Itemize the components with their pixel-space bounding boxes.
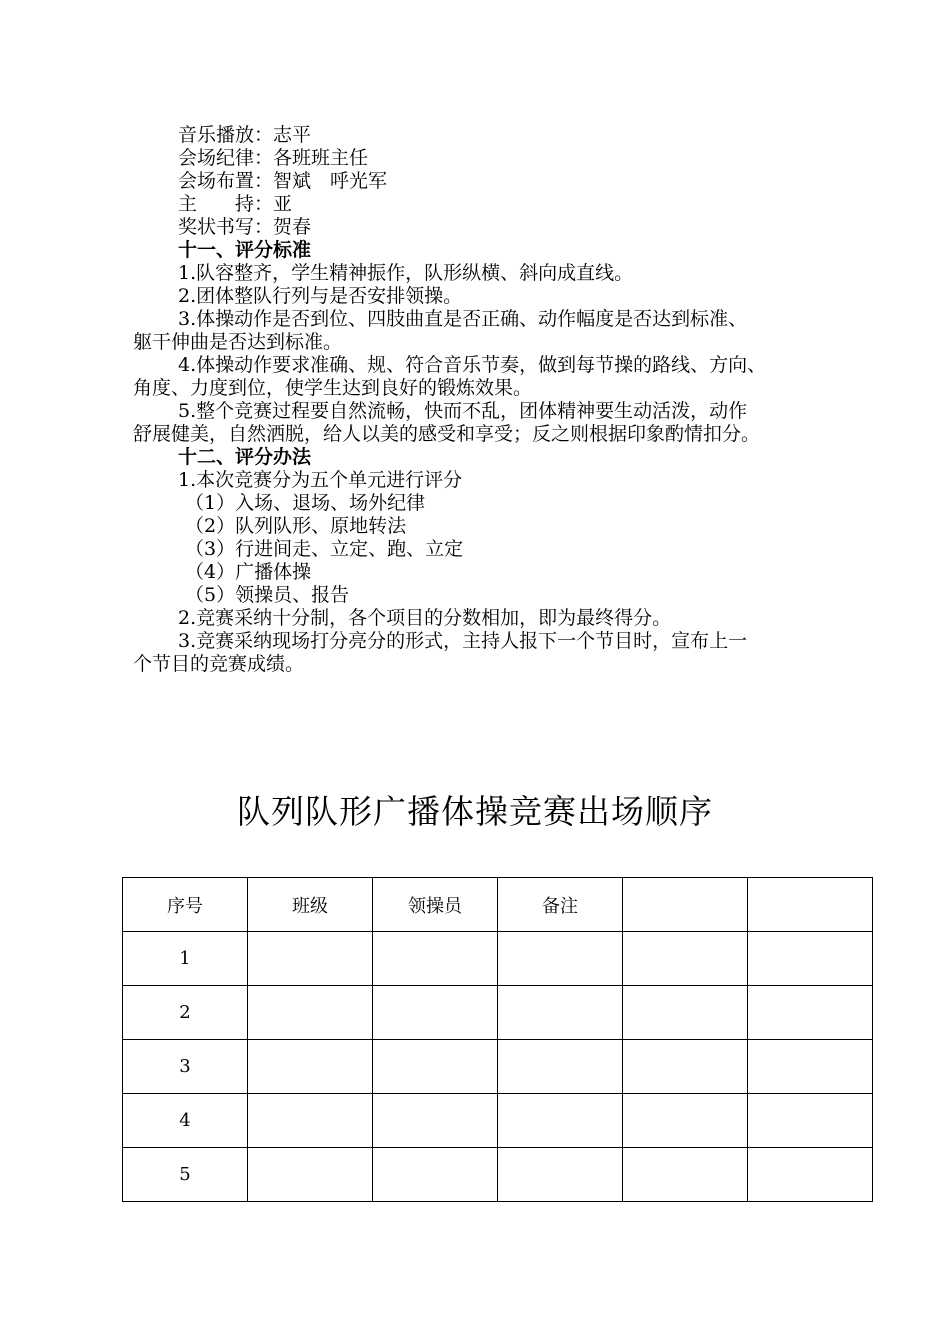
empty-cell — [623, 1040, 748, 1094]
unit-3: （3）行进间走、立定、跑、立定 — [185, 538, 464, 560]
criteria-5-line1: 5.整个竞赛过程要自然流畅，快而不乱，团体精神要生动活泼，动作 — [178, 400, 748, 422]
row-number-cell: 5 — [123, 1148, 248, 1202]
criteria-5-line2: 舒展健美，自然洒脱，给人以美的感受和享受；反之则根据印象酌情扣分。 — [133, 423, 761, 445]
staff-music: 音乐播放：志平 — [178, 124, 312, 146]
table-header-row — [123, 878, 873, 932]
criteria-1: 1.队容整齐，学生精神振作，队形纵横、斜向成直线。 — [178, 262, 634, 284]
order-table — [122, 877, 873, 1202]
section-11-heading: 十一、评分标准 — [178, 239, 312, 261]
empty-cell — [623, 986, 748, 1040]
empty-cell — [623, 932, 748, 986]
empty-cell — [498, 1040, 623, 1094]
method-rule-3-line1: 3.竞赛采纳现场打分亮分的形式，主持人报下一个节目时，宣布上一 — [178, 630, 748, 652]
table-row — [123, 986, 873, 1040]
body-text — [133, 124, 893, 676]
empty-cell — [498, 1094, 623, 1148]
empty-cell — [623, 1094, 748, 1148]
table-row — [123, 1148, 873, 1202]
row-number-cell: 1 — [123, 932, 248, 986]
empty-cell — [248, 1040, 373, 1094]
empty-cell — [373, 1148, 498, 1202]
method-intro: 1.本次竞赛分为五个单元进行评分 — [178, 469, 463, 491]
staff-host: 主 持：亚 — [178, 193, 293, 215]
staff-discipline: 会场纪律：各班班主任 — [178, 147, 369, 169]
section-12-heading: 十二、评分办法 — [178, 446, 312, 468]
unit-1: （1）入场、退场、场外纪律 — [185, 492, 426, 514]
header-cell-remarks: 备注 — [498, 878, 623, 932]
empty-cell — [748, 932, 873, 986]
empty-cell — [373, 986, 498, 1040]
empty-cell — [248, 986, 373, 1040]
method-rule-2: 2.竞赛采纳十分制，各个项目的分数相加，即为最终得分。 — [178, 607, 672, 629]
table-row — [123, 1094, 873, 1148]
table-row — [123, 932, 873, 986]
criteria-2: 2.团体整队行列与是否安排领操。 — [178, 285, 463, 307]
table-row — [123, 1040, 873, 1094]
empty-cell — [498, 932, 623, 986]
header-cell-blank-1 — [623, 878, 748, 932]
row-number-cell: 2 — [123, 986, 248, 1040]
criteria-3-line1: 3.体操动作是否到位、四肢曲直是否正确、动作幅度是否达到标准、 — [178, 308, 748, 330]
unit-4: （4）广播体操 — [185, 561, 312, 583]
row-number-cell: 4 — [123, 1094, 248, 1148]
empty-cell — [498, 1148, 623, 1202]
criteria-3-line2: 躯干伸曲是否达到标准。 — [133, 331, 343, 353]
empty-cell — [748, 1040, 873, 1094]
criteria-4-line2: 角度、力度到位，使学生达到良好的锻炼效果。 — [133, 377, 533, 399]
row-number-cell: 3 — [123, 1040, 248, 1094]
unit-5: （5）领操员、报告 — [185, 584, 350, 606]
empty-cell — [248, 1094, 373, 1148]
empty-cell — [748, 986, 873, 1040]
staff-venue: 会场布置：智斌 呼光军 — [178, 170, 388, 192]
header-cell-number: 序号 — [123, 878, 248, 932]
empty-cell — [373, 1040, 498, 1094]
header-cell-blank-2 — [748, 878, 873, 932]
empty-cell — [248, 1148, 373, 1202]
empty-cell — [248, 932, 373, 986]
empty-cell — [623, 1148, 748, 1202]
empty-cell — [373, 932, 498, 986]
empty-cell — [748, 1094, 873, 1148]
criteria-4-line1: 4.体操动作要求准确、规、符合音乐节奏，做到每节操的路线、方向、 — [178, 354, 767, 376]
staff-certificate: 奖状书写：贺春 — [178, 216, 312, 238]
empty-cell — [748, 1148, 873, 1202]
method-rule-3-line2: 个节目的竞赛成绩。 — [133, 653, 305, 675]
header-cell-class: 班级 — [248, 878, 373, 932]
empty-cell — [373, 1094, 498, 1148]
unit-2: （2）队列队形、原地转法 — [185, 515, 407, 537]
empty-cell — [498, 986, 623, 1040]
header-cell-leader: 领操员 — [373, 878, 498, 932]
order-table-title: 队列队形广播体操竞赛出场顺序 — [237, 792, 713, 831]
